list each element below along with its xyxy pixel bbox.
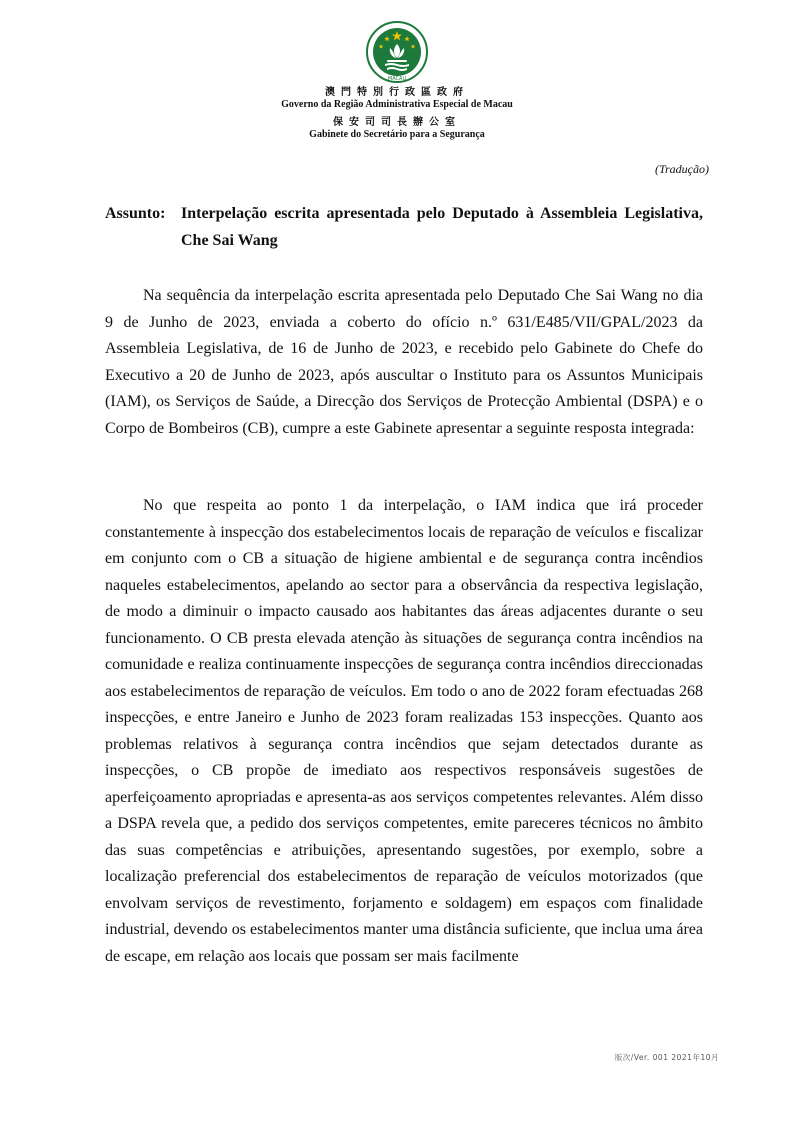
government-name-cn: 澳門特別行政區政府 (325, 87, 469, 98)
office-name-pt: Gabinete do Secretário para a Segurança (309, 129, 485, 140)
office-name-cn: 保安司司長辦公室 (333, 117, 461, 128)
government-name-pt: Governo da Região Administrativa Especial de Macau (281, 99, 513, 110)
translation-note: (Tradução) (655, 162, 709, 176)
paragraph-introduction: Na sequência da interpelação escrita apresentada pelo Deputado Che Sai Wang no dia 9 de Junho de 2023, enviada a coberto do ofício n.º 631/E485/VII/GPAL/2023 da Assembleia Legislativa, de 16 de Junho de 2023, e recebido pelo Gabinete do Chefe do Executivo a 20 de Junho de 2023, após auscultar o Instituto para os Assuntos Municipais (IAM), os Serviços de Saúde, a Direcção dos Serviços de Protecção Ambiental (DSPA) e o Corpo de Bombeiros (CB), cumpre a este Gabinete apresentar a seguinte resposta integrada: (105, 287, 703, 437)
subject-block (105, 200, 703, 254)
svg-text:MACAU: MACAU (387, 76, 407, 82)
subject-label: Assunto: (105, 205, 166, 222)
subject-text: Interpelação escrita apresentada pelo Deputado à Assembleia Legislativa, Che Sai Wang (181, 205, 703, 249)
letterhead (0, 20, 794, 141)
version-footer: 版次/Ver. 001 2021年10月 (614, 1053, 719, 1062)
paragraph-point-1: No que respeita ao ponto 1 da interpelação, o IAM indica que irá proceder constantemente à inspecção dos estabelecimentos locais de reparação de veículos e fiscalizar em conjunto com o CB a situação de higiene ambiental e de segurança contra incêndios naqueles estabelecimentos, apelando ao sector para a observância da respectiva legislação, de modo a diminuir o impacto causado aos habitantes das áreas adjacentes durante o seu funcionamento. O CB presta elevada atenção às situações de segurança contra incêndios na comunidade e realiza continuamente inspecções de segurança contra incêndios direccionadas aos estabelecimentos de reparação de veículos. Em todo o ano de 2022 foram efectuadas 268 inspecções, e entre Janeiro e Junho de 2023 foram realizadas 153 inspecções. Quanto aos problemas relativos à segurança contra incêndios que sejam detectados durante as inspecções, o CB propõe de imediato aos respectivos responsáveis sugestões de aperfeiçoamento apropriadas e apresenta-as aos serviços competentes relevantes. Além disso a DSPA revela que, a pedido dos serviços competentes, emite pareceres técnicos no âmbito das suas competências e atribuições, apresentando sugestões, por exemplo, sobre a localização preferencial dos estabelecimentos de reparação de veículos motorizados (que envolvam serviços de revestimento, forjamento e soldagem) em espaços com finalidade industrial, devendo os estabelecimentos manter uma distância suficiente, que inclua uma área de escape, em relação aos locais que possam ser mais facilmente (105, 497, 703, 965)
macau-emblem-icon (365, 20, 429, 84)
